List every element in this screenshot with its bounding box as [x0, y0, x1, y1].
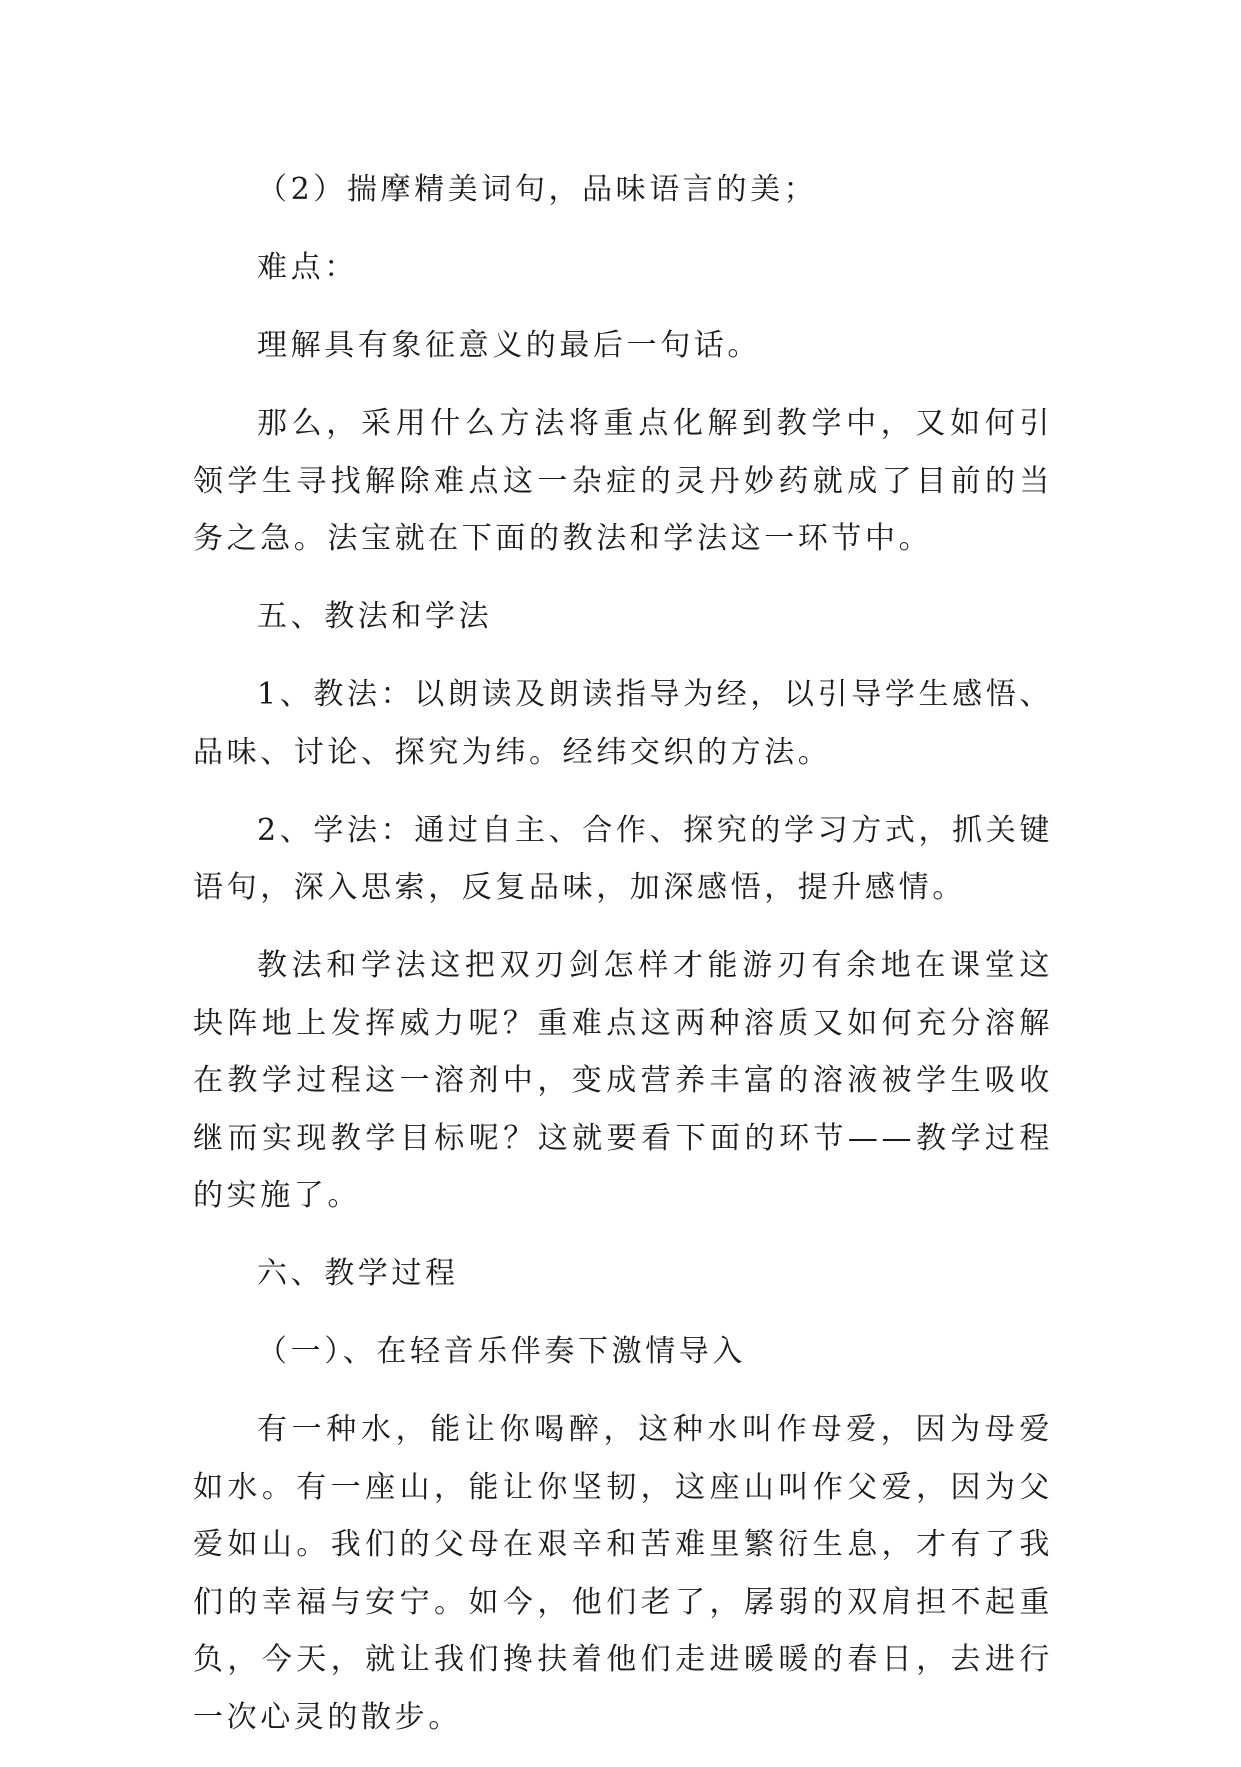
paragraph-difficulty-heading: 难点：	[257, 250, 358, 285]
paragraph-learning-method: 2、学法：通过自主、合作、探究的学习方式，抓关键语句，深入思索，反复品味，加深感悟，提升感情。	[193, 812, 1053, 905]
section-heading-process: 六、教学过程	[257, 1256, 459, 1291]
subsection-heading-intro: （一）、在轻音乐伴奏下激情导入	[257, 1334, 746, 1369]
section-heading-methods: 五、教法和学法	[257, 599, 493, 634]
paragraph-methods-transition: 教法和学法这把双刃剑怎样才能游刃有余地在课堂这块阵地上发挥威力呢？重难点这两种溶质又如何充分溶解在教学过程这一溶剂中，变成营养丰富的溶液被学生吸收继而实现教学目标呢？这就要看下面的环节——教学过程的实施了。	[193, 948, 1053, 1213]
paragraph-teaching-method: 1、教法：以朗读及朗读指导为经，以引导学生感悟、品味、讨论、探究为纬。经纬交织的方法。	[193, 677, 1053, 770]
paragraph-intro-text: 有一种水，能让你喝醉，这种水叫作母爱，因为母爱如水。有一座山，能让你坚韧，这座山叫作父爱，因为父爱如山。我们的父母在艰辛和苦难里繁衍生息，才有了我们的幸福与安宁。如今，他们老了，孱弱的双肩担不起重负，今天，就让我们搀扶着他们走进暖暖的春日，去进行一次心灵的散步。	[193, 1412, 1053, 1735]
paragraph-key-point-2: （2）揣摩精美词句，品味语言的美；	[257, 172, 818, 207]
paragraph-difficulty-detail: 理解具有象征意义的最后一句话。	[257, 328, 761, 363]
paragraph-transition: 那么，采用什么方法将重点化解到教学中，又如何引领学生寻找解除难点这一杂症的灵丹妙药就成了目前的当务之急。法宝就在下面的教法和学法这一环节中。	[193, 406, 1053, 556]
document-body	[193, 161, 1053, 1767]
